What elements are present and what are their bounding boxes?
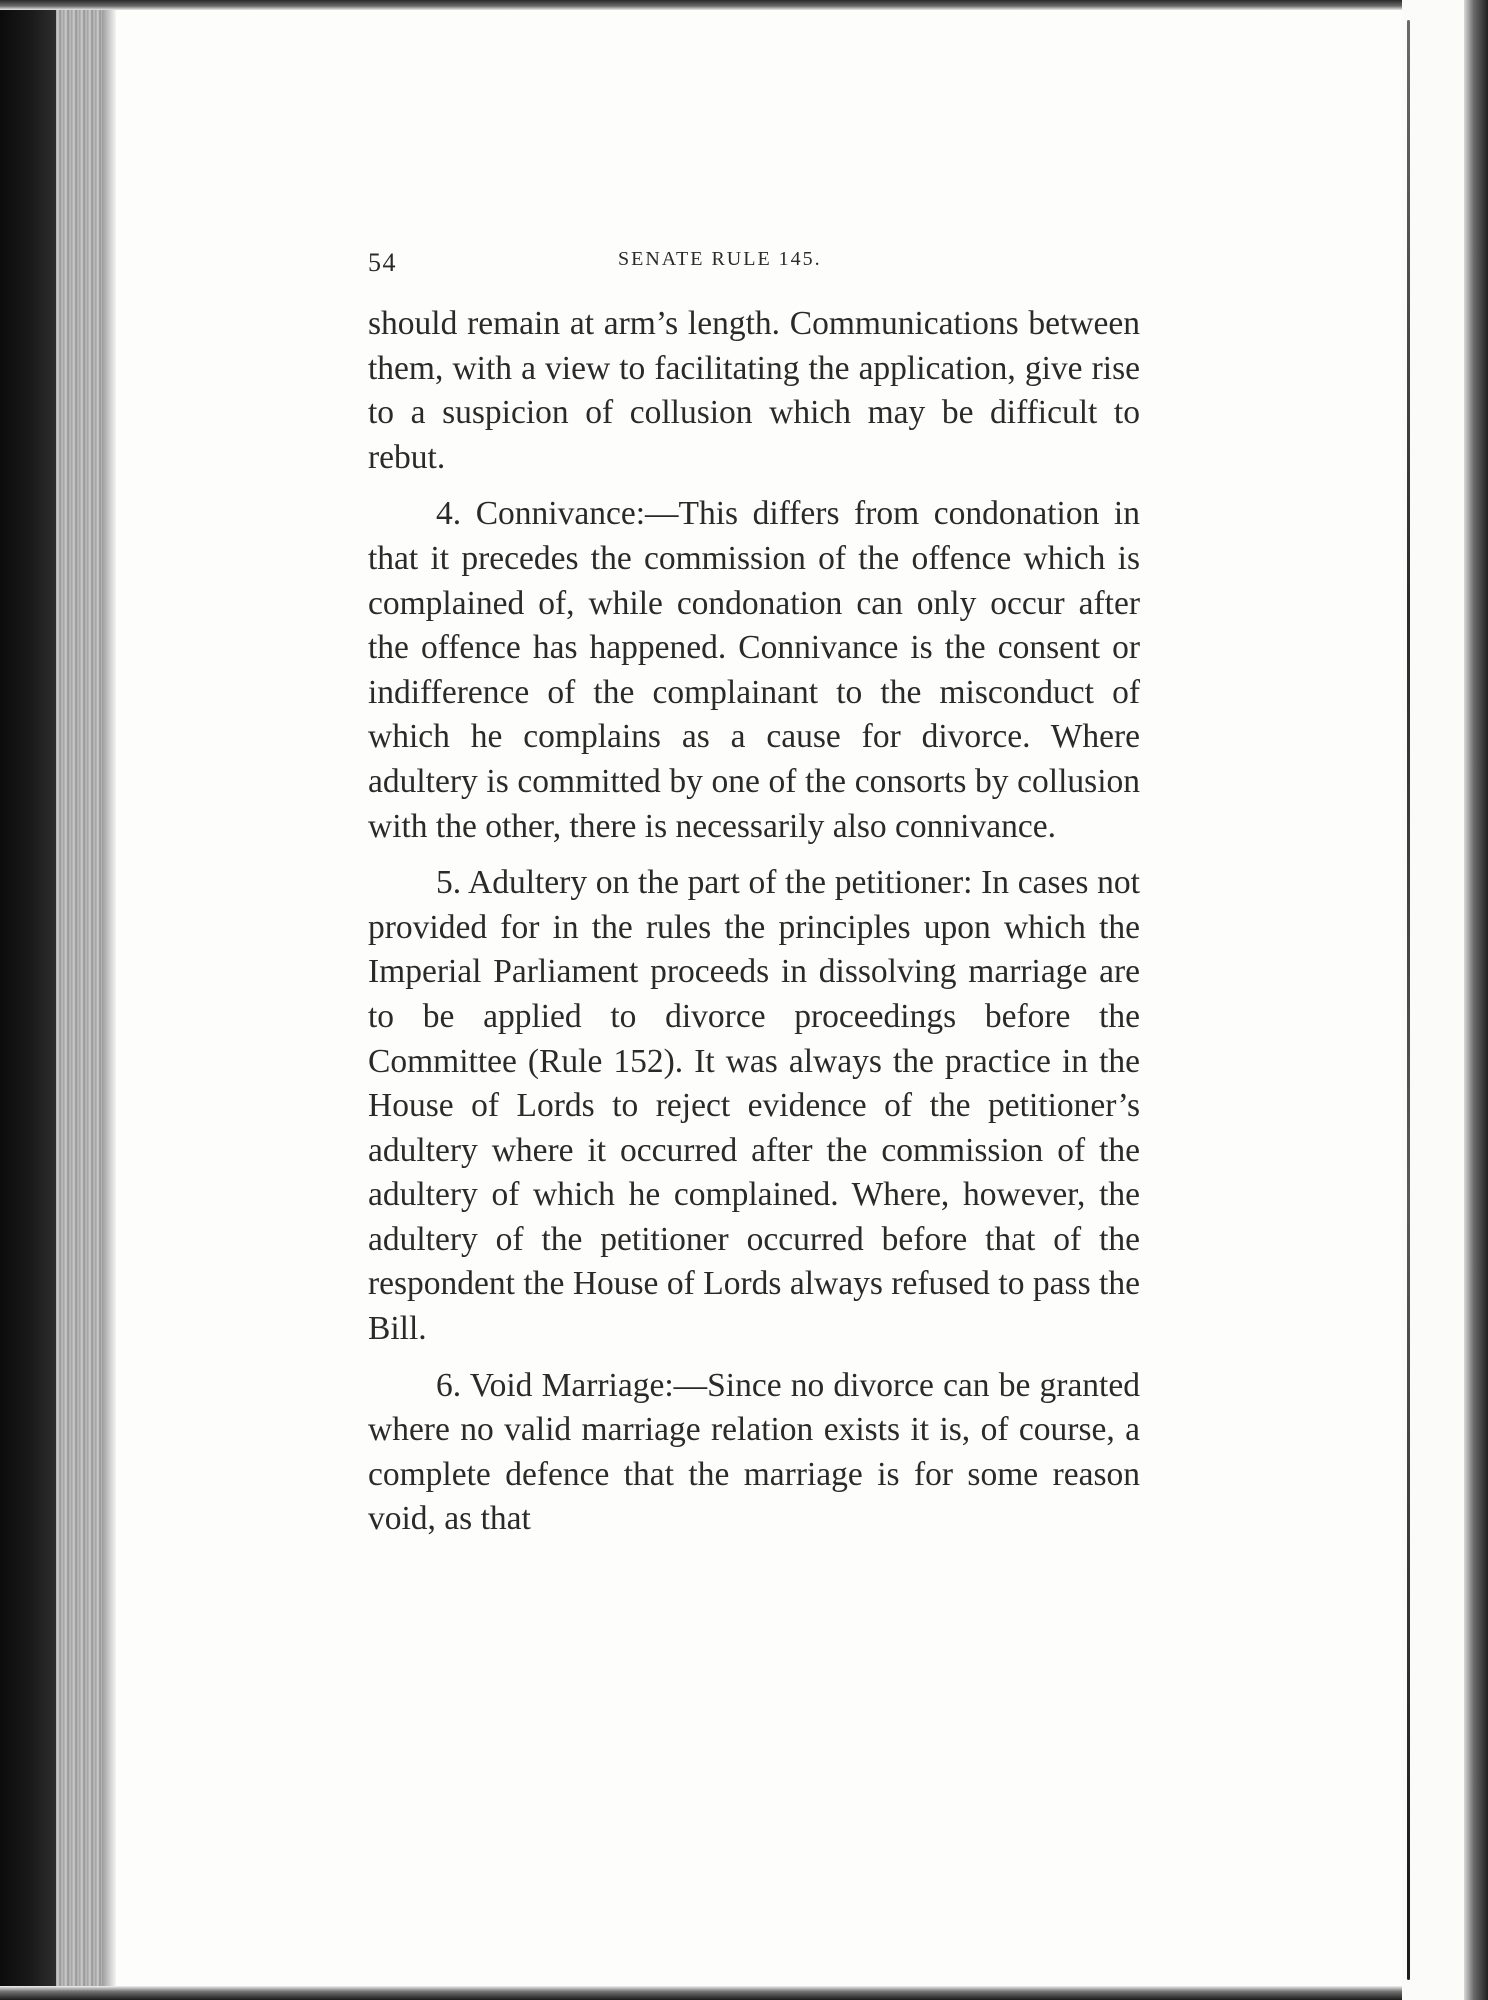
page-text-block xyxy=(368,240,1140,1542)
paragraph-adultery: 5. Adultery on the part of the petitioner: In cases not provided for in the rules the principles upon which the Imperial Parliament proceeds in dissolving marriage are to be applied to divorce proceedings before the Committee (Rule 152). It was always the practice in the House of Lords to reject evidence of the petitioner’s adultery where it occurred after the commission of the adultery of which he complained. Where, however, the adultery of the petitioner occurred before that of the respondent the House of Lords always refused to pass the Bill. xyxy=(368,864,1140,1348)
running-head-title: SENATE RULE 145. xyxy=(618,248,822,270)
paragraph-void-marriage: 6. Void Marriage:—Since no divorce can be granted where no valid marriage relation exists it is, of course, a complete defence that the marriage is for some reason void, as that xyxy=(368,1366,1140,1538)
paragraph-connivance: 4. Connivance:—This differs from condonation in that it precedes the commission of the offence which is complained of, while condonation can only occur after the offence has happened. Connivance is the consent or indifference of the complainant to the misconduct of which he complains as a cause for divorce. Where adultery is committed by one of the consorts by collusion with the other, there is necessarily also connivance. xyxy=(368,495,1140,845)
binding-shadow xyxy=(102,0,116,2000)
scanner-background-right xyxy=(1464,0,1488,2000)
paragraph-continued: should remain at arm’s length. Communications between them, with a view to facilitating the application, give rise to a suspicion of collusion which may be difficult to rebut. xyxy=(368,305,1140,476)
scan-bottom-border xyxy=(0,1986,1488,2000)
facing-page-edge-line xyxy=(1407,20,1410,1980)
book-page-edges xyxy=(56,0,102,2000)
running-head xyxy=(368,240,1140,280)
body-text xyxy=(368,302,1140,1542)
page-number: 54 xyxy=(368,248,397,277)
scan-top-border xyxy=(0,0,1488,10)
scanner-background xyxy=(0,0,56,2000)
